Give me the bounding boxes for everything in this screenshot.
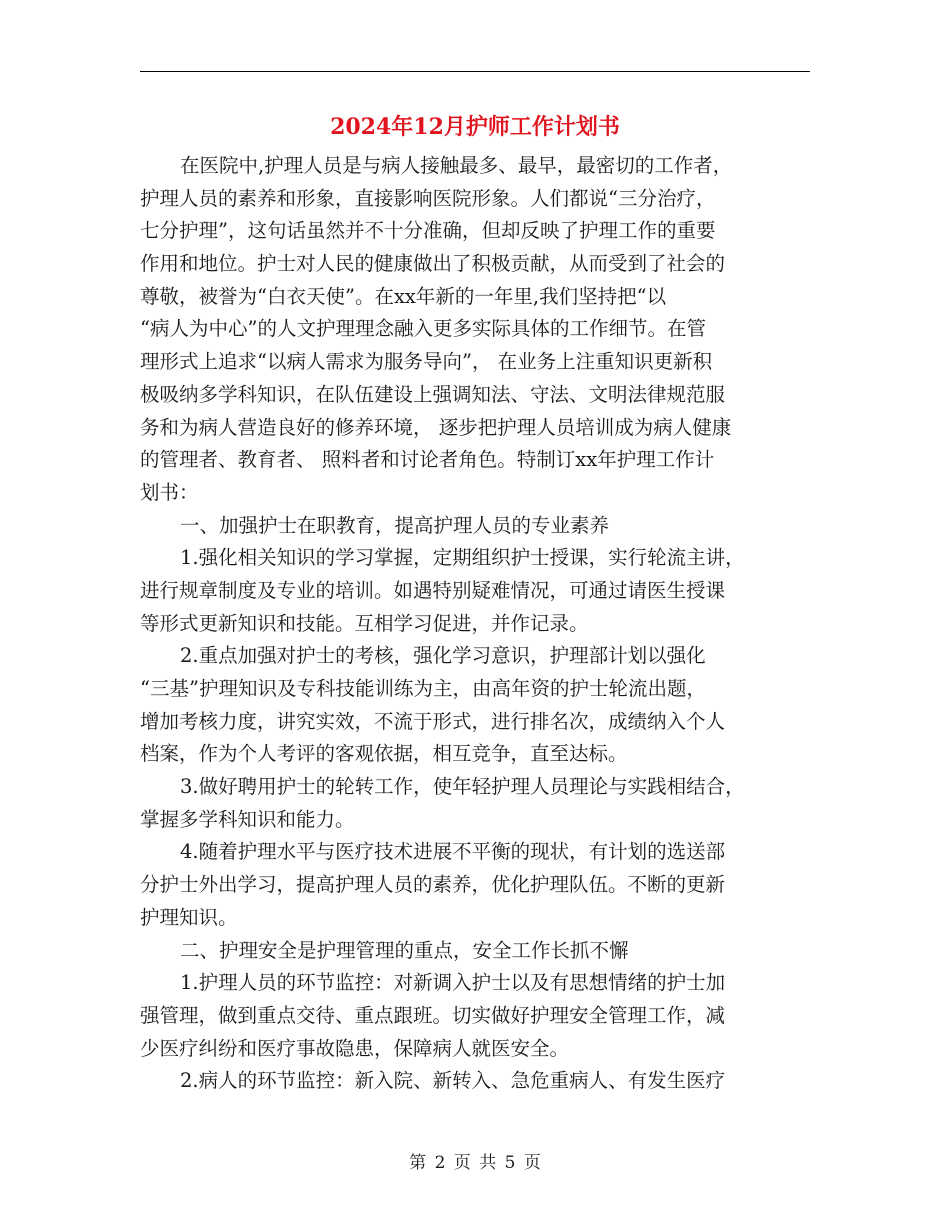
body-line: 护理知识。 <box>140 905 238 929</box>
body-line: 1.强化相关知识的学习掌握，定期组织护士授课，实行轮流主讲， <box>180 546 745 570</box>
body-line: 1.护理人员的环节监控：对新调入护士以及有思想情绪的护士加 <box>180 971 726 995</box>
body-line: 进行规章制度及专业的培训。如遇特别疑难情况，可通过请医生授课 <box>140 578 726 602</box>
body-line: 4.随着护理水平与医疗技术进展不平衡的现状，有计划的选送部 <box>180 840 726 864</box>
body-line: 务和为病人营造良好的修养环境， 逐步把护理人员培训成为病人健康 <box>140 415 732 439</box>
body-line: 档案，作为个人考评的客观依据，相互竞争，直至达标。 <box>140 742 628 766</box>
body-line: 极吸纳多学科知识，在队伍建设上强调知法、守法、文明法律规范服 <box>140 382 726 406</box>
body-line: 2.病人的环节监控：新入院、新转入、急危重病人、有发生医疗 <box>180 1069 726 1093</box>
body-line: 划书： <box>140 480 199 504</box>
body-line: 理形式上追求“以病人需求为服务导向”， 在业务上注重知识更新积 <box>140 350 713 374</box>
body-line: 增加考核力度，讲究实效，不流于形式，进行排名次，成绩纳入个人 <box>140 709 726 733</box>
body-line: 少医疗纠纷和医疗事故隐患，保障病人就医安全。 <box>140 1036 570 1060</box>
body-line: 3.做好聘用护士的轮转工作，使年轻护理人员理论与实践相结合， <box>180 775 745 799</box>
body-line: 护理人员的素养和形象，直接影响医院形象。人们都说“三分治疗， <box>140 186 716 210</box>
body-line: 作用和地位。护士对人民的健康做出了积极贡献，从而受到了社会的 <box>140 252 726 276</box>
body-line: 等形式更新知识和技能。互相学习促进，并作记录。 <box>140 611 589 635</box>
body-line: 强管理，做到重点交待、重点跟班。切实做好护理安全管理工作，减 <box>140 1003 726 1027</box>
body-line: 七分护理”，这句话虽然并不十分准确，但却反映了护理工作的重要 <box>140 219 716 243</box>
body-line: “病人为中心”的人文护理理念融入更多实际具体的工作细节。在管 <box>140 317 706 341</box>
body-line: “三基”护理知识及专科技能训练为主，由高年资的护士轮流出题， <box>140 677 706 700</box>
header-rule <box>140 71 810 72</box>
page-number: 第 2 页 共 5 页 <box>409 1153 541 1173</box>
body-line: 的管理者、教育者、 照料者和讨论者角色。特制订xx年护理工作计 <box>140 448 715 472</box>
body-line: 尊敬，被誉为“白衣天使”。在xx年新的一年里,我们坚持把“以 <box>140 284 667 308</box>
body-line: 分护士外出学习，提高护理人员的素养，优化护理队伍。不断的更新 <box>140 873 726 897</box>
body-line: 二、护理安全是护理管理的重点，安全工作长抓不懈 <box>180 938 629 962</box>
body-line: 2.重点加强对护士的考核，强化学习意识，护理部计划以强化 <box>180 644 706 668</box>
body-line: 掌握多学科知识和能力。 <box>140 807 355 831</box>
document-title: 2024年12月护师工作计划书 <box>330 114 620 140</box>
document-body <box>140 150 808 1098</box>
body-line: 在医院中,护理人员是与病人接触最多、最早，最密切的工作者， <box>180 154 733 177</box>
body-line: 一、加强护士在职教育，提高护理人员的专业素养 <box>180 513 610 537</box>
